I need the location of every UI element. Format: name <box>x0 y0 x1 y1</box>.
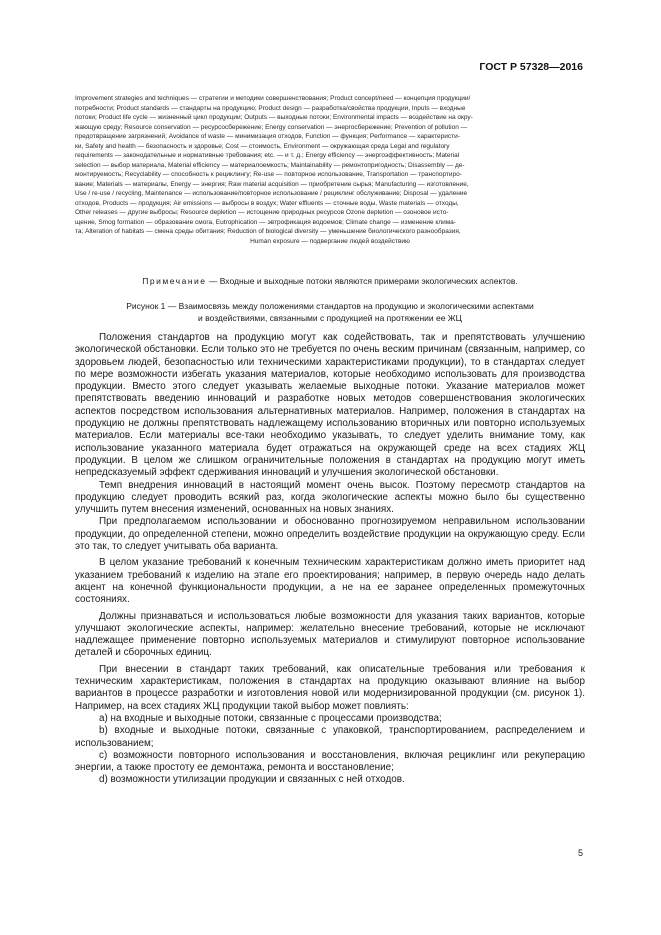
glossary-line: потоки; Product life cycle — жизненный цикл продукции; Outputs — выходные потоки; Environmental impacts — воздействие на окру- <box>75 114 473 121</box>
paragraph-4: В целом указание требований к конечным техническим характеристикам должно иметь приоритет над указанием требований к изделию на этапе его проектирования; например, в первую очередь надо делать акцент на конечной функциональности продукции, а не на ее заранее определенных промежуточных состояниях. <box>75 557 585 606</box>
glossary-line: requirements — законодательные и нормативные требования; etc. — и т. д.; Energy efficiency — энергоэффективность; Material <box>75 152 460 159</box>
list-item-b: b) входные и выходные потоки, связанные с упаковкой, транспортированием, распределением и использованием; <box>75 725 585 749</box>
glossary-line: Improvement strategies and techniques — стратегии и методики совершенствования; Product concept/need — концепция продукции/ <box>75 95 471 102</box>
glossary-line: предотвращение загрязнений; Avoidance of waste — минимизация отходов, Function — функция; Performance — характеристи- <box>75 133 460 140</box>
list-item-a: a) на входные и выходные потоки, связанные с процессами производства; <box>99 712 442 724</box>
paragraph-6: При внесении в стандарт таких требований, как описательные требования или требования к техническим характеристикам, положения в стандартах на продукцию оказывают влияние на выбор вариантов в процессе разработки и изготовления новой или модернизированной продукции (см. рисунок 1). Например, на всех стадиях ЖЦ продукции такой выбор может повлиять: <box>75 663 585 712</box>
glossary-line: ки, Safety and health — безопасность и здоровье; Cost — стоимость, Environment — окружающая среда Legal and regulatory <box>75 142 450 150</box>
glossary-line: потребности; Product standards — стандарты на продукцию; Product design — разработка/свойства продукции, Inputs — входные <box>75 104 466 112</box>
glossary-line: жающую среду; Resource conservation — ресурсосбережение; Energy conservation — энергосбережение; Prevention of pollution — <box>75 123 468 131</box>
paragraph-3: При предполагаемом использовании и обоснованно прогнозируемом неправильном использовании продукции, до определенной степени, можно определить воздействие продукции на окружающую среду. Если это так, то следует учитывать оба варианта. <box>75 516 585 553</box>
glossary-line: Human exposure — подвергание людей воздействию <box>250 237 410 245</box>
paragraph-1: Положения стандартов на продукцию могут как содействовать, так и препятствовать улучшению экологической обстановки. Если только это не требуется по очень веским причинам (связанным, например, со здоровьем людей, безопасностью или техническими характеристиками продукции), то в стандартах следует по мере возможности избегать указания материалов, которые необходимо использовать для производства продукции. Вместо этого следует указывать желаемые выходные потоки. Указание материалов может препятствовать введению инноваций и разработке новых методов совершенствования экологических аспектов посредством использования альтернативных материалов. Например, положения в стандартах на продукцию не должны препятствовать надлежащему использованию вторичных или повторно используемых материалов. Если материалы все-таки необходимо указывать, то следует уделить внимание тому, как использование указанного материала будет отражаться на окружающей среде на всех стадиях ЖЦ продукции. В целом же слишком ограничительные положения в стандартах на продукцию могут иметь непредсказуемый эффект сдерживания инноваций и улучшения экологической обстановки. <box>75 332 585 479</box>
glossary-line: Other releases — другие выбросы; Resource depletion — истощение природных ресурсов Ozone depletion — озоновое исто- <box>75 209 449 216</box>
page-number: 5 <box>577 848 583 858</box>
caption-line-1: Рисунок 1 — Взаимосвязь между положениями стандартов на продукцию и экологическими аспектами <box>126 301 534 311</box>
glossary-line: Use / re-use / recycling, Maintenance — использование/повторное использование / рециклинг обслуживание; Disposal — удаление <box>75 190 468 197</box>
figure-legend-glossary <box>75 94 585 246</box>
paragraph-5: Должны признаваться и использоваться любые возможности для указания таких вариантов, которые улучшают экологические аспекты, например: желательно внесение требований, которые не исключают надлежащее применение повторно используемых материалов и стимулируют повторное использование деталей и сборочных единиц. <box>75 610 585 659</box>
body-text <box>75 332 585 787</box>
glossary-line: вание; Materials — материалы, Energy — энергия; Raw material acquisition — приобретение сырья; Manufacturing — изготовление, <box>75 180 469 188</box>
figure-note <box>75 276 585 287</box>
list-item-c: c) возможности повторного использования и восстановления, включая рециклинг или рекуперацию энергии, а также простоту ее демонтажа, ремонта и восстановление; <box>75 749 585 774</box>
note-text: — Входные и выходные потоки являются примерами экологических аспектов. <box>206 276 518 286</box>
note-label: Примечание <box>142 276 207 286</box>
list-item-d: d) возможности утилизации продукции и связанных с ней отходов. <box>99 774 405 786</box>
standard-number: ГОСТ Р 57328—2016 <box>479 61 583 73</box>
figure-caption <box>75 300 585 324</box>
paragraph-2: Темп внедрения инноваций в настоящий момент очень высок. Поэтому пересмотр стандартов на продукцию следует проводить всякий раз, когда экологические аспекты можно было бы существенно улучшить путем внесения изменений, основанных на новых знаниях. <box>75 479 585 516</box>
glossary-line: щение, Smog formation — образование смога, Eutrophication — эвтрофикация водоемов; Climate change — изменение клима- <box>75 218 456 226</box>
glossary-line: монтируемость; Recyclability — способность к рециклингу; Re-use — повторное использование, Transportation — транспортиро- <box>75 171 462 178</box>
glossary-line: та; Alteration of habitats — смена среды обитания; Reduction of biological diversity — уменьшение биологического разнообразия, <box>75 228 461 235</box>
caption-line-2: и воздействиями, связанными с продукцией на протяжении ее ЖЦ <box>198 313 462 323</box>
glossary-line: отходов, Products — продукция; Air emissions — выбросы в воздух; Water effluents — сточные воды, Waste materials — отходы, <box>75 199 459 207</box>
glossary-line: selection — выбор материала, Material efficiency — материалоемкость; Maintainability — ремонтопригодность; Disassembly — де- <box>75 161 465 169</box>
